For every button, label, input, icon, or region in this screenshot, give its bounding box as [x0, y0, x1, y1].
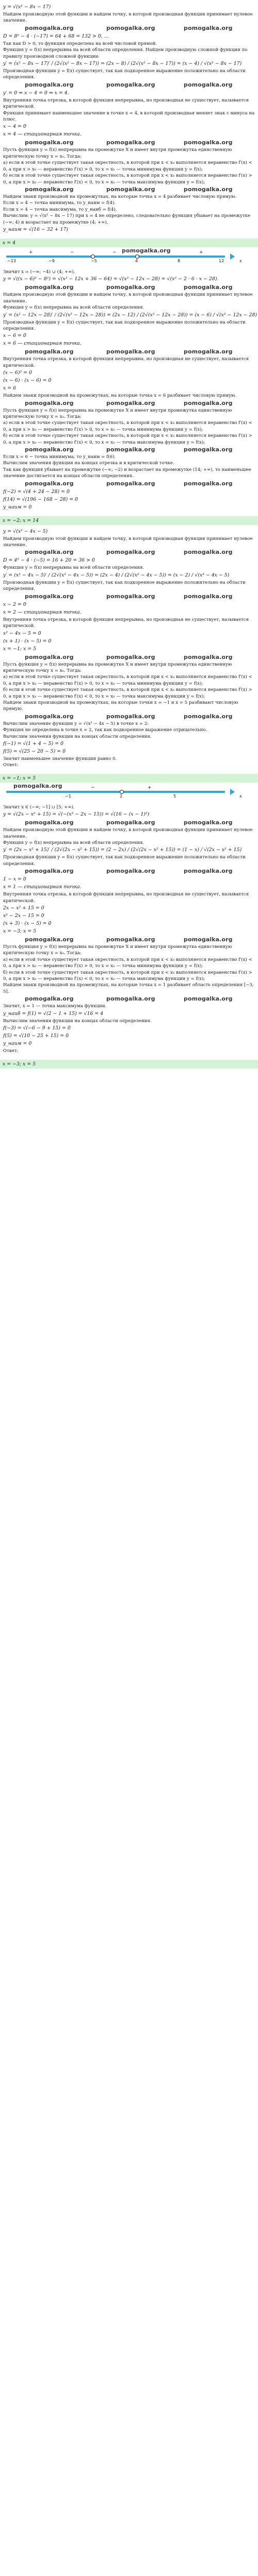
watermark: pomogalka.org [25, 446, 74, 453]
text-line: Производная функции y = f(x) существует, так как подкоренное выражение положительно на области определения. [3, 855, 246, 867]
formula-line: (x + 3) · (x − 5) = 0 [3, 921, 52, 927]
watermark: pomogalka.org [106, 139, 155, 146]
watermark: pomogalka.org [25, 592, 74, 600]
watermark: pomogalka.org [25, 653, 74, 660]
watermark: pomogalka.org [106, 713, 155, 720]
text-line: Найдем знаки производной на промежутках, на которые точки x = −1 и x = 5 разбивают числовую прямую. [3, 700, 238, 712]
watermark: pomogalka.org [184, 139, 233, 146]
text-line: б) если в этой точке существует такая окрестность, в которой при x < x₀ выполняется неравенство f′(x) > 0, а при x > x₀ — неравенство f′(x) < 0, то x = x₀ — точка максимума функции y = f(x); [3, 687, 252, 699]
formula-line: y′ = (2x − x² + 15)′ / (2√(2x − x² + 15)) = (2 − 2x) / (2√(2x − x² + 15)) = (1 − x) / √(2x − x² + 15) [3, 847, 242, 853]
formula-line: x = 2 — стационарная точка. [3, 609, 82, 615]
watermark: pomogalka.org [25, 81, 74, 88]
watermark: pomogalka.org [184, 185, 233, 193]
watermark-row [3, 446, 255, 454]
axis-label: x [239, 793, 242, 799]
watermark: pomogalka.org [184, 480, 233, 487]
critical-point-dot [135, 255, 139, 259]
text-line: Функция принимает наименьшее значение в точке x = 4, в которой производная меняет знак с минуса на плюс. [3, 110, 255, 123]
watermark-row [3, 653, 255, 662]
formula-line: D = 8² − 4 · (−17) = 64 + 68 = 132 > 0, … [3, 33, 109, 39]
solution-section-1 [3, 4, 255, 233]
solution-section-3 [3, 528, 255, 769]
text-line: Внутренняя точка отрезка, в которой функция непрерывна, но производная не существует, называется критической. [3, 357, 249, 368]
axis-tick: −9 [49, 258, 55, 263]
text-line: а) если в этой точке существует такая окрестность, в которой при x < x₀ выполняется неравенство f′(x) < 0, а при x > x₀ — неравенство f′(x) > 0, то x = x₀ — точка минимума функции y = f(x); [3, 160, 252, 172]
watermark-row [3, 348, 255, 356]
text-line: Функция y = f(x) непрерывна на всей области определения. [3, 840, 144, 845]
watermark: pomogalka.org [106, 653, 155, 660]
axis-tick: 2 [120, 793, 123, 799]
watermark-row [3, 936, 255, 944]
watermark: pomogalka.org [25, 549, 74, 556]
axis-tick: 12 [219, 258, 224, 263]
formula-line: x = 6 — стационарная точка. [3, 341, 82, 347]
critical-point-dot [120, 790, 124, 794]
axis-tick: 4 [135, 258, 138, 263]
text-line: а) если в этой точке существует такая окрестность, в которой при x < x₀ выполняется неравенство f′(x) < 0, а при x > x₀ — неравенство f′(x) > 0, то x = x₀ — точка минимума функции y = f(x); [3, 420, 252, 432]
text-line: Значит, x = 1 — точка максимума функции. [3, 1004, 107, 1009]
watermark: pomogalka.org [25, 480, 74, 487]
watermark-row [3, 480, 255, 488]
watermark: pomogalka.org [106, 24, 155, 31]
text-line: Внутренняя точка отрезка, в которой функция непрерывна, но производная не существует, называется критической. [3, 617, 249, 629]
text-line: б) если в этой точке существует такая окрестность, в которой при x < x₀ выполняется неравенство f′(x) > 0, а при x > x₀ — неравенство f′(x) < 0, то x = x₀ — точка максимума функции y = f(x); [3, 970, 252, 982]
watermark: pomogalka.org [184, 819, 233, 826]
text-line: Ответ: [3, 1048, 19, 1054]
derivative-sign: + [29, 249, 33, 255]
formula-line: 2x − x² + 15 = 0 [3, 905, 44, 911]
watermark: pomogalka.org [106, 284, 155, 291]
watermark: pomogalka.org [106, 936, 155, 943]
axis-tick: 5 [173, 793, 176, 799]
text-line: Если x = 6 − точка минимума, то y_наим = f(6). [3, 454, 116, 460]
formula-line: f(14) = √(196 − 168 − 28) = 0 [3, 496, 78, 502]
solution-section-2 [3, 269, 255, 511]
watermark: pomogalka.org [25, 713, 74, 720]
watermark: pomogalka.org [25, 348, 74, 355]
watermark: pomogalka.org [25, 936, 74, 943]
text-line: Найдем знаки производной на промежутках, на которые точка x = 4 разбивает числовую прямую. [3, 194, 237, 199]
watermark: pomogalka.org [25, 868, 74, 875]
axis-label: x [239, 258, 242, 263]
formula-line: y′ = (x² − 8x − 17)′ / (2√(x² − 8x − 17)) = (2x − 8) / (2√(x² − 8x − 17)) = (x − 4) / √(x² − 8x − 17) [3, 61, 242, 67]
watermark: pomogalka.org [184, 936, 233, 943]
text-line: Функция y = f(x) непрерывна на всей области определения. [3, 565, 144, 571]
watermark: pomogalka.org [184, 592, 233, 600]
formula-line: x = −3; x = 5 [3, 928, 37, 935]
watermark-row [3, 592, 255, 601]
axis-tick: −5 [91, 258, 97, 263]
watermark-row [3, 713, 255, 721]
text-line: Найдем знаки производной на промежутках, на которые точка x = 6 разбивает числовую прямую. [3, 393, 237, 399]
formula-line: D = 4² − 4 · (−5) = 16 + 20 = 36 > 0 [3, 557, 95, 564]
watermark: pomogalka.org [106, 348, 155, 355]
watermark-row [3, 548, 255, 556]
text-line: Найдем производную этой функции и найдем точку, в которой производная функции принимает нулевое значение. [3, 12, 253, 24]
text-line: Ответ: [3, 762, 19, 768]
solution-section-4 [3, 804, 255, 1055]
watermark: pomogalka.org [184, 24, 233, 31]
formula-line: f(5) = √(25 − 20 − 5) = 0 [3, 748, 66, 754]
text-line: Функция не определена в точке x = 2, так как подкоренное выражение отрицательно. [3, 727, 207, 733]
formula-line: x − 6 = 0 [3, 333, 26, 339]
text-line: Вычислим значение функции y = √(x² − 4x − 5) в точке x = 2: [3, 721, 149, 726]
number-line [3, 247, 255, 266]
text-line: Функция y = f(x) непрерывна на всей области определения. [3, 305, 144, 311]
axis-tick: −13 [7, 258, 16, 263]
watermark: pomogalka.org [184, 399, 233, 406]
formula-line: f(−1) = √(1 + 4 − 5) = 0 [3, 740, 64, 747]
formula-line: 1 − x = 0 [3, 876, 26, 883]
watermark-row [3, 399, 255, 408]
formula-line: x = 1 — стационарная точка. [3, 884, 82, 890]
text-line: Пусть функция y = f(x) непрерывна на промежутке X и имеет внутри промежутка единственную критическую точку x = x₀. Тогда: [3, 408, 232, 419]
formula-line: y = √(x² − 8x − 17) [3, 4, 51, 10]
formula-line: y_наиб = f(1) = √(2 − 1 + 15) = √16 = 4 [3, 1010, 104, 1016]
text-line: Найдем производную этой функции и найдем точку, в которой производная функции принимает нулевое значение. [3, 292, 253, 304]
watermark: pomogalka.org [184, 653, 233, 660]
watermark: pomogalka.org [25, 819, 74, 826]
text-line: Значит x = (−∞; −4) ∪ (4; +∞). [3, 269, 75, 275]
watermark-row [3, 819, 255, 827]
watermark: pomogalka.org [25, 24, 74, 31]
watermark: pomogalka.org [106, 446, 155, 453]
watermark: pomogalka.org [106, 995, 155, 1003]
axis-tick: −1 [65, 793, 71, 799]
derivative-sign: + [148, 785, 152, 790]
text-line: Если x = 4 − точка максимума, то y_наиб = f(4). [3, 207, 117, 212]
axis-bar [6, 256, 225, 258]
text-line: Пусть функция y = f(x) непрерывна на промежутке X и имеет внутри промежутка единственную критическую точку x = x₀. Тогда: [3, 147, 232, 159]
text-line: Внутренняя точка отрезка, в которой функция непрерывна, но производная не существует, называется критической. [3, 97, 249, 110]
formula-line: x = 6 [3, 385, 17, 392]
text-line: Так как D > 0, то функция определена на всей числовой прямой. [3, 41, 157, 46]
watermark-row [3, 283, 255, 292]
formula-line: y = √(x² − 4x − 5) [3, 528, 48, 534]
text-line: Найдем производную этой функции и найдем точку, в которой производная функции принимает нулевое значение. [3, 536, 253, 548]
formula-line: y′ = (x² − 12x − 28)′ / (2√(x² − 12x − 28)) = (2x − 12) / (2√(x² − 12x − 28)) = (x − 6) / √(x² − 12x − 28) [3, 312, 257, 318]
formula-line: y′ = (x² − 4x − 5)′ / (2√(x² − 4x − 5)) = (2x − 4) / (2√(x² − 4x − 5)) = (x − 2) / √(x² − 4x − 5) [3, 572, 230, 578]
formula-line: y′ = 0 ⇒ x − 4 = 0 ⇒ x = 4. [3, 90, 69, 96]
formula-line: y_наим = 0 [3, 1041, 32, 1047]
text-line: Вычислим значения функции на концах области определения. [3, 1018, 152, 1024]
formula-line: (x + 1) · (x − 5) = 0 [3, 638, 52, 644]
watermark: pomogalka.org [25, 995, 74, 1003]
watermark: pomogalka.org [25, 139, 74, 146]
derivative-sign: + [199, 249, 203, 255]
watermark-row [3, 185, 255, 194]
text-line: Внутренняя точка отрезка, в которой функция непрерывна, но производная не существует, называется критической. [3, 892, 249, 904]
derivative-sign: − [70, 249, 74, 255]
derivative-sign: − [112, 249, 117, 255]
watermark-row [3, 995, 255, 1003]
document [0, 0, 258, 1069]
watermark: pomogalka.org [184, 713, 233, 720]
text-line: Найдем знаки производной на промежутках, на которые точка x = 1 разбивает область определения [−3; 5]. [3, 982, 254, 994]
text-line: Так как функция убывает на промежутке (−∞; −2) и возрастает на промежутке (14; +∞), то наименьшее значение достигается на концах области определения. [3, 467, 251, 479]
arrow-right-icon [230, 253, 235, 260]
formula-line: y = √((x − 6)² − 8²) = √(x² − 12x + 36 − 64) = √(x² − 12x − 28) = √(x² − 2 · 6 · x − 28). [3, 276, 219, 282]
critical-point-dot [91, 255, 95, 259]
text-line: Значит наименьшее значение функции равно 0. [3, 756, 117, 761]
watermark: pomogalka.org [106, 480, 155, 487]
formula-line: x = 4 — стационарная точка. [3, 131, 82, 138]
watermark: pomogalka.org [184, 348, 233, 355]
watermark: pomogalka.org [106, 81, 155, 88]
axis-bar [6, 791, 225, 793]
watermark: pomogalka.org [184, 868, 233, 875]
formula-line: f(5) = √(10 − 25 + 15) = 0 [3, 1033, 69, 1039]
watermark: pomogalka.org [184, 81, 233, 88]
text-line: а) если в этой точке существует такая окрестность, в которой при x < x₀ выполняется неравенство f′(x) < 0, а при x > x₀ — неравенство f′(x) > 0, то x = x₀ — точка минимума функции y = f(x); [3, 674, 252, 686]
text-line: б) если в этой точке существует такая окрестность, в которой при x < x₀ выполняется неравенство f′(x) > 0, а при x > x₀ — неравенство f′(x) < 0, то x = x₀ — точка максимума функции y = f(x); [3, 433, 252, 445]
text-line: Вычислим значения функции на концах отрезка и в критической точке. [3, 461, 174, 466]
watermark: pomogalka.org [184, 284, 233, 291]
text-line: Вычислим значения функции на концах области определения. [3, 734, 152, 739]
text-line: Производная функции y = f(x) существует, так как подкоренное выражение положительно на области определения. [3, 69, 246, 80]
answer-highlight: x = −3; x = 5 [0, 1060, 258, 1069]
formula-line: y_наим = √(16 − 32 + 17) [3, 226, 69, 232]
watermark: pomogalka.org [184, 549, 233, 556]
formula-line: f(−2) = √(4 + 24 − 28) = 0 [3, 488, 70, 495]
watermark: pomogalka.org [184, 446, 233, 453]
number-line [3, 782, 255, 801]
text-line: Производная функции y = f(x) существует, так как подкоренное выражение положительно на области определения. [3, 319, 246, 331]
text-line: Вычислим: y = √(x² − 8x − 17) при x = 4 не определено, следовательно функция убывает на промежутке (−∞; 4) и возрастает на промежутке (4; +∞). [3, 213, 251, 225]
formula-line: x − 2 = 0 [3, 601, 26, 607]
formula-line: x = −1; x = 5 [3, 646, 37, 652]
answer-highlight: x = 4 [0, 239, 258, 247]
watermark-row [3, 81, 255, 89]
watermark: pomogalka.org [106, 185, 155, 193]
text-line: Значит x ∈ (−∞; −1] ∪ [5; +∞). [3, 804, 75, 810]
text-line: Производная функции y = f(x) существует, так как подкоренное выражение положительно на области определения. [3, 580, 246, 592]
formula-line: x² − 2x − 15 = 0 [3, 913, 44, 919]
watermark-row [3, 24, 255, 32]
watermark: pomogalka.org [122, 247, 171, 254]
formula-line: y_наим = 0 [3, 504, 32, 510]
watermark: pomogalka.org [106, 549, 155, 556]
formula-line: y = √(2x − x² + 15) = √(−(x² − 2x − 15)) = √(16 − (x − 1)²) [3, 811, 150, 818]
watermark: pomogalka.org [106, 868, 155, 875]
axis-tick: 8 [178, 258, 181, 263]
watermark: pomogalka.org [184, 995, 233, 1003]
watermark: pomogalka.org [106, 399, 155, 406]
formula-line: (x − 6) · (x − 6) = 0 [3, 378, 52, 384]
text-line: Если x = 4 − точка минимума, то y_наим = f(4). [3, 200, 116, 206]
text-line: Функция y = f(x) непрерывна на всей области определения. Найдем производную сложной функции по правилу производной сложной функции: [3, 47, 248, 59]
text-line: а) если в этой точке существует такая окрестность, в которой при x < x₀ выполняется неравенство f′(x) < 0, а при x > x₀ — неравенство f′(x) > 0, то x = x₀ — точка минимума функции y = f(x); [3, 957, 252, 969]
text-line: Найдем производную этой функции и найдем точку, в которой производная функции принимает нулевое значение. [3, 827, 253, 839]
derivative-sign: − [91, 785, 95, 790]
answer-highlight: x = −2; x = 14 [0, 516, 258, 525]
formula-line: f(−3) = √(−6 − 9 + 15) = 0 [3, 1025, 71, 1031]
watermark: pomogalka.org [13, 782, 62, 789]
answer-highlight: x = −1; x = 5 [0, 774, 258, 783]
arrow-right-icon [230, 789, 235, 795]
text-line: б) если в этой точке существует такая окрестность, в которой при x < x₀ выполняется неравенство f′(x) > 0, а при x > x₀ — неравенство f′(x) < 0, то x = x₀ — точка максимума функции y = f(x); [3, 173, 252, 185]
watermark: pomogalka.org [106, 819, 155, 826]
watermark: pomogalka.org [106, 592, 155, 600]
formula-line: x − 4 = 0 [3, 124, 26, 130]
text-line: Пусть функция y = f(x) непрерывна на промежутке X и имеет внутри промежутка единственную критическую точку x = x₀. Тогда: [3, 944, 232, 956]
text-line: Пусть функция y = f(x) непрерывна на промежутке X и имеет внутри промежутка единственную критическую точку x = x₀. Тогда: [3, 662, 232, 673]
watermark: pomogalka.org [25, 399, 74, 406]
watermark: pomogalka.org [25, 284, 74, 291]
formula-line: x² − 4x − 5 = 0 [3, 630, 41, 636]
watermark-row [3, 139, 255, 147]
watermark: pomogalka.org [25, 185, 74, 193]
watermark-row [3, 867, 255, 875]
formula-line: (x − 6)² = 0 [3, 370, 32, 376]
